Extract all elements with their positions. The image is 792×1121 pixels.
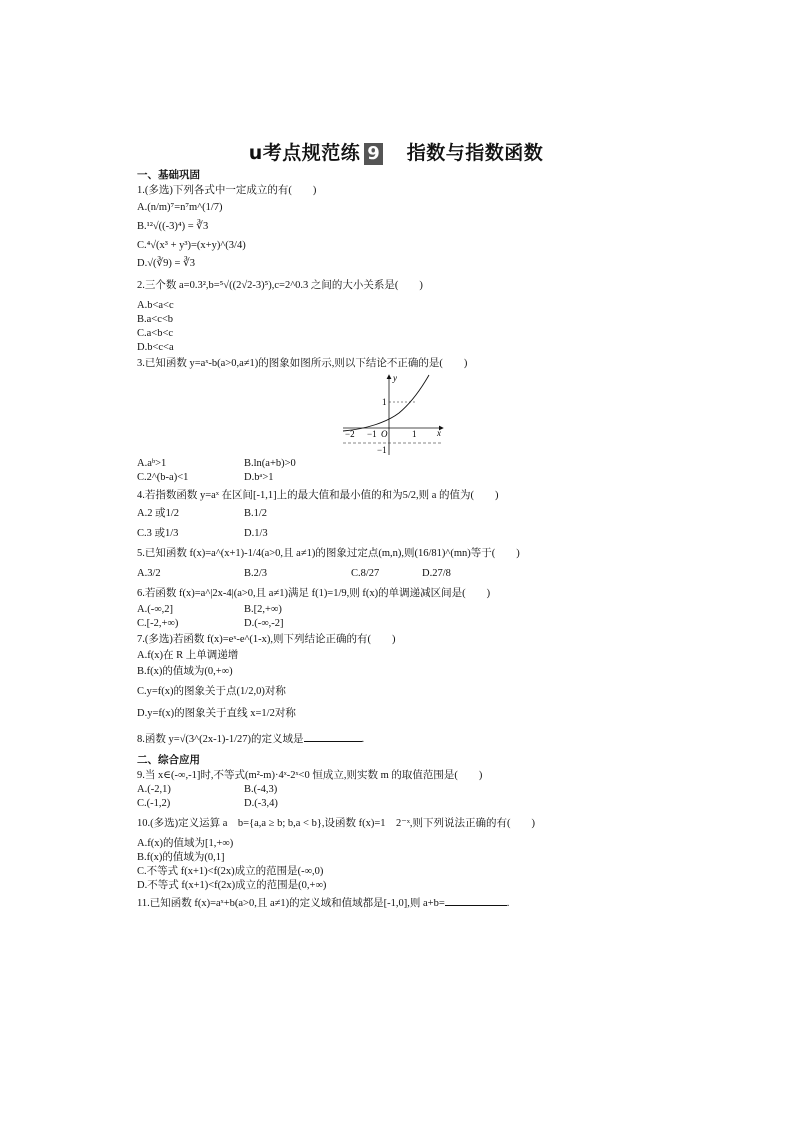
option-a: A.f(x)在 R 上单调递增 xyxy=(137,650,239,661)
question-6 xyxy=(137,587,657,631)
tick-xm2: −2 xyxy=(345,429,355,439)
question-stem: 6.若函数 f(x)=a^|2x-4|(a>0,且 a≠1)满足 f(1)=1/9,则 f(x)的单调递减区间是( ) xyxy=(137,588,491,599)
option-c: C.8/27 xyxy=(351,568,380,579)
question-stem: 4.若指数函数 y=aˣ 在区间[-1,1]上的最大值和最小值的和为5/2,则 a 的值为( ) xyxy=(137,490,499,501)
option-d: D.√(∛9) = ∛3 xyxy=(137,258,196,269)
option-b: B.¹²√((-3)⁴) = ∛3 xyxy=(137,221,209,232)
answer-blank[interactable] xyxy=(445,895,507,906)
option-b: B.ln(a+b)>0 xyxy=(244,458,296,469)
label-y: y xyxy=(393,373,397,383)
tick-xm1: −1 xyxy=(367,429,377,439)
option-a: A.2 或1/2 xyxy=(137,508,179,519)
option-d: D.b<c<a xyxy=(137,342,174,353)
question-10 xyxy=(137,817,657,893)
option-a: A.f(x)的值域为[1,+∞) xyxy=(137,838,234,849)
option-b: B.f(x)的值域为(0,1] xyxy=(137,852,225,863)
section-heading: 一、基础巩固 xyxy=(137,169,200,181)
lesson-number: 9 xyxy=(364,143,383,165)
question-stem: 8.函数 y=√(3^(2x-1)-1/27)的定义域是 xyxy=(137,734,304,745)
label-x: x xyxy=(437,428,441,438)
label-origin: O xyxy=(381,429,388,439)
question-5 xyxy=(137,547,657,581)
graph-svg xyxy=(337,371,447,457)
option-row xyxy=(137,527,657,541)
option-c: C.⁴√(x³ + y³)=(x+y)^(3/4) xyxy=(137,240,246,251)
option-a: A.(-∞,2] xyxy=(137,604,174,615)
question-8: 8.函数 y=√(3^(2x-1)-1/27)的定义域是 . xyxy=(137,731,657,747)
option-d: D.(-3,4) xyxy=(244,798,278,809)
answer-blank[interactable] xyxy=(304,731,362,742)
option-row xyxy=(137,617,657,631)
option-d: D.y=f(x)的图象关于直线 x=1/2对称 xyxy=(137,708,296,719)
option-a: A.aᵇ>1 xyxy=(137,458,167,469)
question-stem: 1.(多选)下列各式中一定成立的有( ) xyxy=(137,185,317,196)
function-graph xyxy=(137,371,657,457)
question-stem: 5.已知函数 f(x)=a^(x+1)-1/4(a>0,且 a≠1)的图象过定点(m,n),则(16/81)^(mn)等于( ) xyxy=(137,548,520,559)
option-d: D.(-∞,-2] xyxy=(244,618,284,629)
section-heading: 二、综合应用 xyxy=(137,754,200,766)
option-b: B.a<c<b xyxy=(137,314,174,325)
question-9 xyxy=(137,769,657,811)
question-stem: 11.已知函数 f(x)=aˣ+b(a>0,且 a≠1)的定义域和值域都是[-1,0],则 a+b= xyxy=(137,898,445,909)
option-row xyxy=(137,471,657,485)
option-d: D.27/8 xyxy=(422,568,451,579)
option-row xyxy=(137,797,657,811)
question-stem: 7.(多选)若函数 f(x)=eˣ-e^(1-x),则下列结论正确的有( ) xyxy=(137,634,396,645)
option-b: B.2/3 xyxy=(244,568,268,579)
option-row xyxy=(137,567,657,581)
question-4 xyxy=(137,489,657,541)
option-row xyxy=(137,507,657,521)
option-d: D.1/3 xyxy=(244,528,268,539)
option-c: C.(-1,2) xyxy=(137,798,171,809)
question-2 xyxy=(137,279,657,355)
option-a: A.3/2 xyxy=(137,568,161,579)
question-7 xyxy=(137,633,657,721)
option-a: A.(-2,1) xyxy=(137,784,171,795)
option-d: D.bᵃ>1 xyxy=(244,472,274,483)
option-row xyxy=(137,783,657,797)
option-c: C.不等式 f(x+1)<f(2x)成立的范围是(-∞,0) xyxy=(137,866,324,877)
option-d: D.不等式 f(x+1)<f(2x)成立的范围是(0,+∞) xyxy=(137,880,327,891)
question-stem: 3.已知函数 y=aˣ-b(a>0,a≠1)的图象如图所示,则以下结论不正确的是( ) xyxy=(137,358,468,369)
question-stem: 10.(多选)定义运算 a b={a,a ≥ b; b,a < b},设函数 f(x)=1 2⁻ˣ,则下列说法正确的有( ) xyxy=(137,818,535,829)
option-c: C.a<b<c xyxy=(137,328,174,339)
question-3 xyxy=(137,357,657,485)
option-row xyxy=(137,457,657,471)
option-b: B.(-4,3) xyxy=(244,784,278,795)
option-c: C.3 或1/3 xyxy=(137,528,179,539)
question-stem: 9.当 x∈(-∞,-1]时,不等式(m²-m)·4ˣ-2ˣ<0 恒成立,则实数 m 的取值范围是( ) xyxy=(137,770,483,781)
option-a: A.b<a<c xyxy=(137,300,174,311)
option-a: A.(n/m)⁷=n⁷m^(1/7) xyxy=(137,202,223,213)
tick-x1: 1 xyxy=(412,429,417,439)
option-c: C.[-2,+∞) xyxy=(137,618,179,629)
option-b: B.f(x)的值域为(0,+∞) xyxy=(137,666,233,677)
tick-y1: 1 xyxy=(382,397,387,407)
tick-ym1: −1 xyxy=(377,445,387,455)
option-c: C.y=f(x)的图象关于点(1/2,0)对称 xyxy=(137,686,286,697)
option-b: B.[2,+∞) xyxy=(244,604,282,615)
question-stem: 2.三个数 a=0.3²,b=⁵√((2√2-3)⁵),c=2^0.3 之间的大小关系是( ) xyxy=(137,280,423,291)
question-11: 11.已知函数 f(x)=aˣ+b(a>0,且 a≠1)的定义域和值域都是[-1,0],则 a+b= . xyxy=(137,895,657,911)
question-1 xyxy=(137,184,657,271)
option-b: B.1/2 xyxy=(244,508,268,519)
worksheet xyxy=(137,166,657,911)
option-row xyxy=(137,603,657,617)
page-title: u考点规范练 9 指数与指数函数 xyxy=(248,142,544,164)
option-c: C.2^(b-a)<1 xyxy=(137,472,189,483)
